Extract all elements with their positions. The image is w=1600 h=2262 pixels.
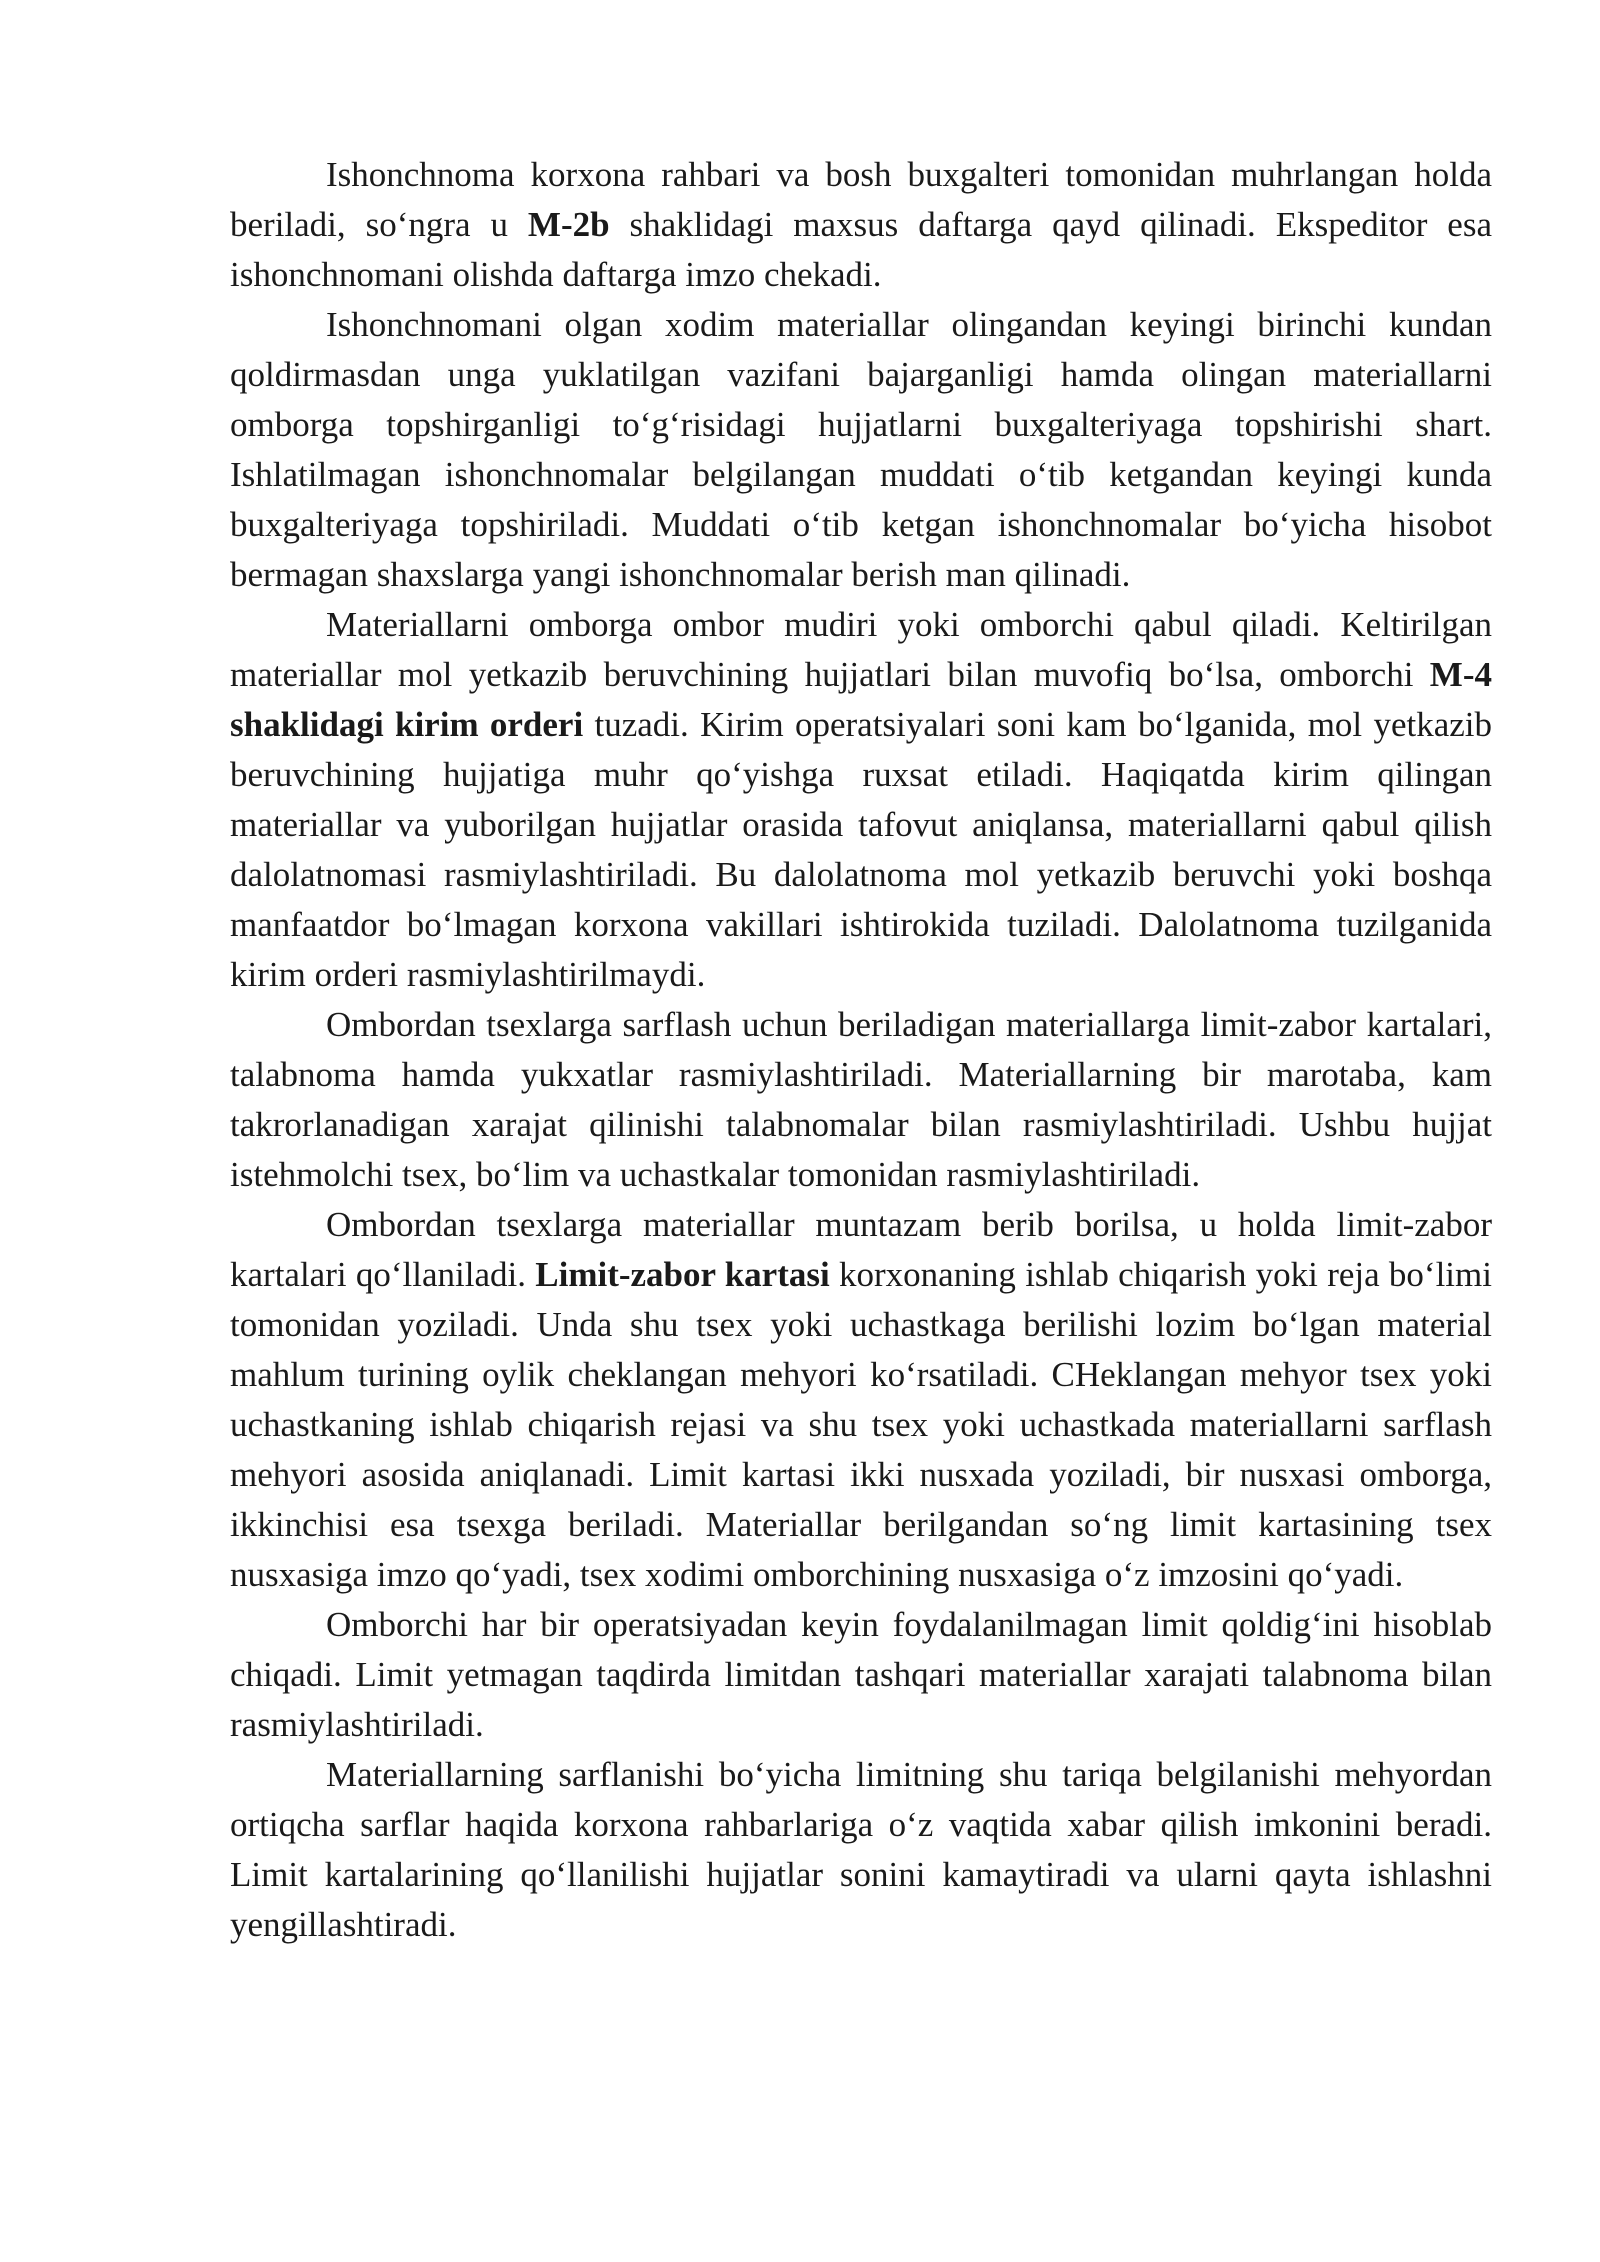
paragraph-text: shaklidagi maxsus daftarga qayd qilinadi. Ekspeditor esa ishonchnomani olishda daftarga imzo chekadi. (230, 205, 1492, 294)
paragraph (230, 1600, 1492, 1750)
form-code-bold: M-2b (527, 205, 610, 244)
limit-zabor-bold: Limit-zabor kartasi (535, 1255, 830, 1294)
kirim-order-bold: M-4 shaklidagi kirim orderi (230, 655, 1492, 744)
paragraph (230, 600, 1492, 1000)
paragraph-text: Ishonchnoma korxona rahbari va bosh buxgalteri tomonidan muhrlangan holda beriladi, so‘ngra u (230, 155, 1492, 244)
paragraph-text: Materiallarni omborga ombor mudiri yoki omborchi qabul qiladi. Keltirilgan materiallar mol yetkazib beruvchining hujjatlari bilan muvofiq bo‘lsa, omborchi (230, 605, 1492, 694)
document-body (230, 150, 1492, 1950)
paragraph (230, 1200, 1492, 1600)
paragraph (230, 1000, 1492, 1200)
paragraph (230, 150, 1492, 300)
paragraph (230, 300, 1492, 600)
paragraph-text: korxonaning ishlab chiqarish yoki reja bo‘limi tomonidan yoziladi. Unda shu tsex yoki uchastkaga berilishi lozim bo‘lgan material mahlum turining oylik cheklangan mehyori ko‘rsatiladi. CHeklangan mehyor tsex yoki uchastkaning ishlab chiqarish rejasi va shu tsex yoki uchastkada materiallarni sarflash mehyori asosida aniqlanadi. Limit kartasi ikki nusxada yoziladi, bir nusxasi omborga, ikkinchisi esa tsexga beriladi. Materiallar berilgandan so‘ng limit kartasining tsex nusxasiga imzo qo‘yadi, tsex xodimi omborchining nusxasiga o‘z imzosini qo‘yadi. (230, 1255, 1492, 1594)
paragraph-text: Ombordan tsexlarga materiallar muntazam berib borilsa, u holda limit-zabor kartalari qo‘llaniladi. (230, 1205, 1492, 1294)
paragraph-text: Ombordan tsexlarga sarflash uchun beriladigan materiallarga limit-zabor kartalari, talabnoma hamda yukxatlar rasmiylashtiriladi. Materiallarning bir marotaba, kam takrorlanadigan xarajat qilinishi talabnomalar bilan rasmiylashtiriladi. Ushbu hujjat istehmolchi tsex, bo‘lim va uchastkalar tomonidan rasmiylashtiriladi. (230, 1005, 1492, 1194)
paragraph-text: Materiallarning sarflanishi bo‘yicha limitning shu tariqa belgilanishi mehyordan ortiqcha sarflar haqida korxona rahbarlariga o‘z vaqtida xabar qilish imkonini beradi. Limit kartalarining qo‘llanilishi hujjatlar sonini kamaytiradi va ularni qayta ishlashni yengillashtiradi. (230, 1755, 1492, 1944)
paragraph (230, 1750, 1492, 1950)
paragraph-text: tuzadi. Kirim operatsiyalari soni kam bo‘lganida, mol yetkazib beruvchining hujjatiga muhr qo‘yishga ruxsat etiladi. Haqiqatda kirim qilingan materiallar va yuborilgan hujjatlar orasida tafovut aniqlansa, materiallarni qabul qilish dalolatnomasi rasmiylashtiriladi. Bu dalolatnoma mol yetkazib beruvchi yoki boshqa manfaatdor bo‘lmagan korxona vakillari ishtirokida tuziladi. Dalolatnoma tuzilganida kirim orderi rasmiylashtirilmaydi. (230, 705, 1492, 994)
paragraph-text: Omborchi har bir operatsiyadan keyin foydalanilmagan limit qoldig‘ini hisoblab chiqadi. Limit yetmagan taqdirda limitdan tashqari materiallar xarajati talabnoma bilan rasmiylashtiriladi. (230, 1605, 1492, 1744)
paragraph-text: Ishonchnomani olgan xodim materiallar olingandan keyingi birinchi kundan qoldirmasdan unga yuklatilgan vazifani bajarganligi hamda olingan materiallarni omborga topshirganligi to‘g‘risidagi hujjatlarni buxgalteriyaga topshirishi shart. Ishlatilmagan ishonchnomalar belgilangan muddati o‘tib ketgandan keyingi kunda buxgalteriyaga topshiriladi. Muddati o‘tib ketgan ishonchnomalar bo‘yicha hisobot bermagan shaxslarga yangi ishonchnomalar berish man qilinadi. (230, 305, 1492, 594)
